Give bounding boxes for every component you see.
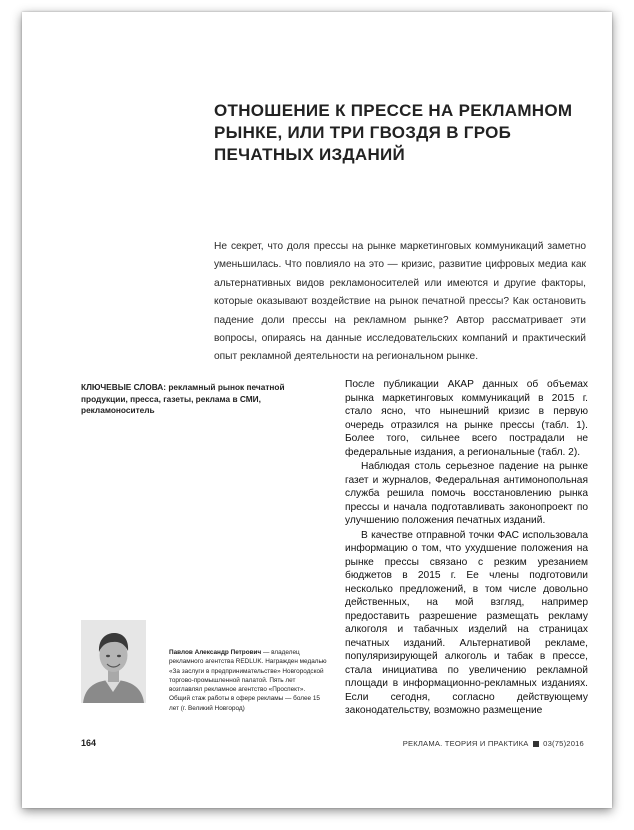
magazine-page [22,12,612,808]
magazine-name: РЕКЛАМА. ТЕОРИЯ И ПРАКТИКА [402,739,529,748]
magazine-footer [403,739,584,748]
body-paragraph: В качестве отправной точки ФАС использовала информацию о том, что ухудшение положения на рынке прессы связано с резким урезанием бюджетов в 2015 г. Ее члены подготовили несколько предложений, в том числе довольно действенных, на мой взгляд, например предоставить разрешение размещать рекламу алкоголя и табачных изделий на страницах печатных изданий. Альтернативой рекламе, популяризирующей алкоголь и табак в прессе, стала инициатива по увеличению рекламной площади в информационно-рекламных изданиях. Если сегодня, согласно действующему законодательству, возможно размещение [345,529,588,716]
page-number: 164 [81,738,97,748]
keywords-label: КЛЮЧЕВЫЕ СЛОВА: [81,382,167,392]
keywords-text: рекламный рынок печатной продукции, пресса, газеты, реклама в СМИ, рекламоноситель [81,382,285,415]
author-photo [81,620,146,703]
body-paragraph: После публикации АКАР данных об объемах рынка маркетинговых коммуникаций в 2015 г. стало ясно, что нынешний кризис в первую очередь отразился на рынке прессы (табл. 1). Более того, сильнее всего пострадали не федеральные издания, а региональные (табл. 2). [345,379,588,458]
author-bio [169,648,327,713]
issue-number: 03(75)2016 [543,739,584,748]
article-body [345,378,588,716]
article-lead: Не секрет, что доля прессы на рынке маркетинговых коммуникаций заметно уменьшилась. Что повлияло на это — кризис, развитие цифровых медиа как альтернативных видов рекламоносителей или имеются и другие факторы, которые оказывают воздействие на рынок печатной прессы? Как остановить падение доли прессы на рекламном рынке? Автор рассматривает эти вопросы, опираясь на данные исследовательских компаний и практический опыт рекламной деятельности на региональном рынке. [214,241,586,363]
author-portrait-icon [81,620,146,703]
square-separator-icon [533,741,539,747]
author-description: — владелец рекламного агентства REDLUK. Награжден медалью «За заслуги в предпринимательстве» Новгородской торгово-промышленной палатой. Пять лет возглавлял рекламное агентство «Проспект». Общий стаж работы в сфере рекламы — более 15 лет (г. Великий Новгород) [169,649,327,712]
author-name: Павлов Александр Петрович [169,649,262,656]
keywords-block [81,382,329,417]
body-paragraph: Наблюдая столь серьезное падение на рынке газет и журналов, Федеральная антимонопольная служба решила помочь восстановлению рынка прессы и начала подготавливать законопроект по улучшению положения печатных изданий. [345,461,588,526]
article-title: ОТНОШЕНИЕ К ПРЕССЕ НА РЕКЛАМНОМ РЫНКЕ, ИЛИ ТРИ ГВОЗДЯ В ГРОБ ПЕЧАТНЫХ ИЗДАНИЙ [214,101,573,164]
